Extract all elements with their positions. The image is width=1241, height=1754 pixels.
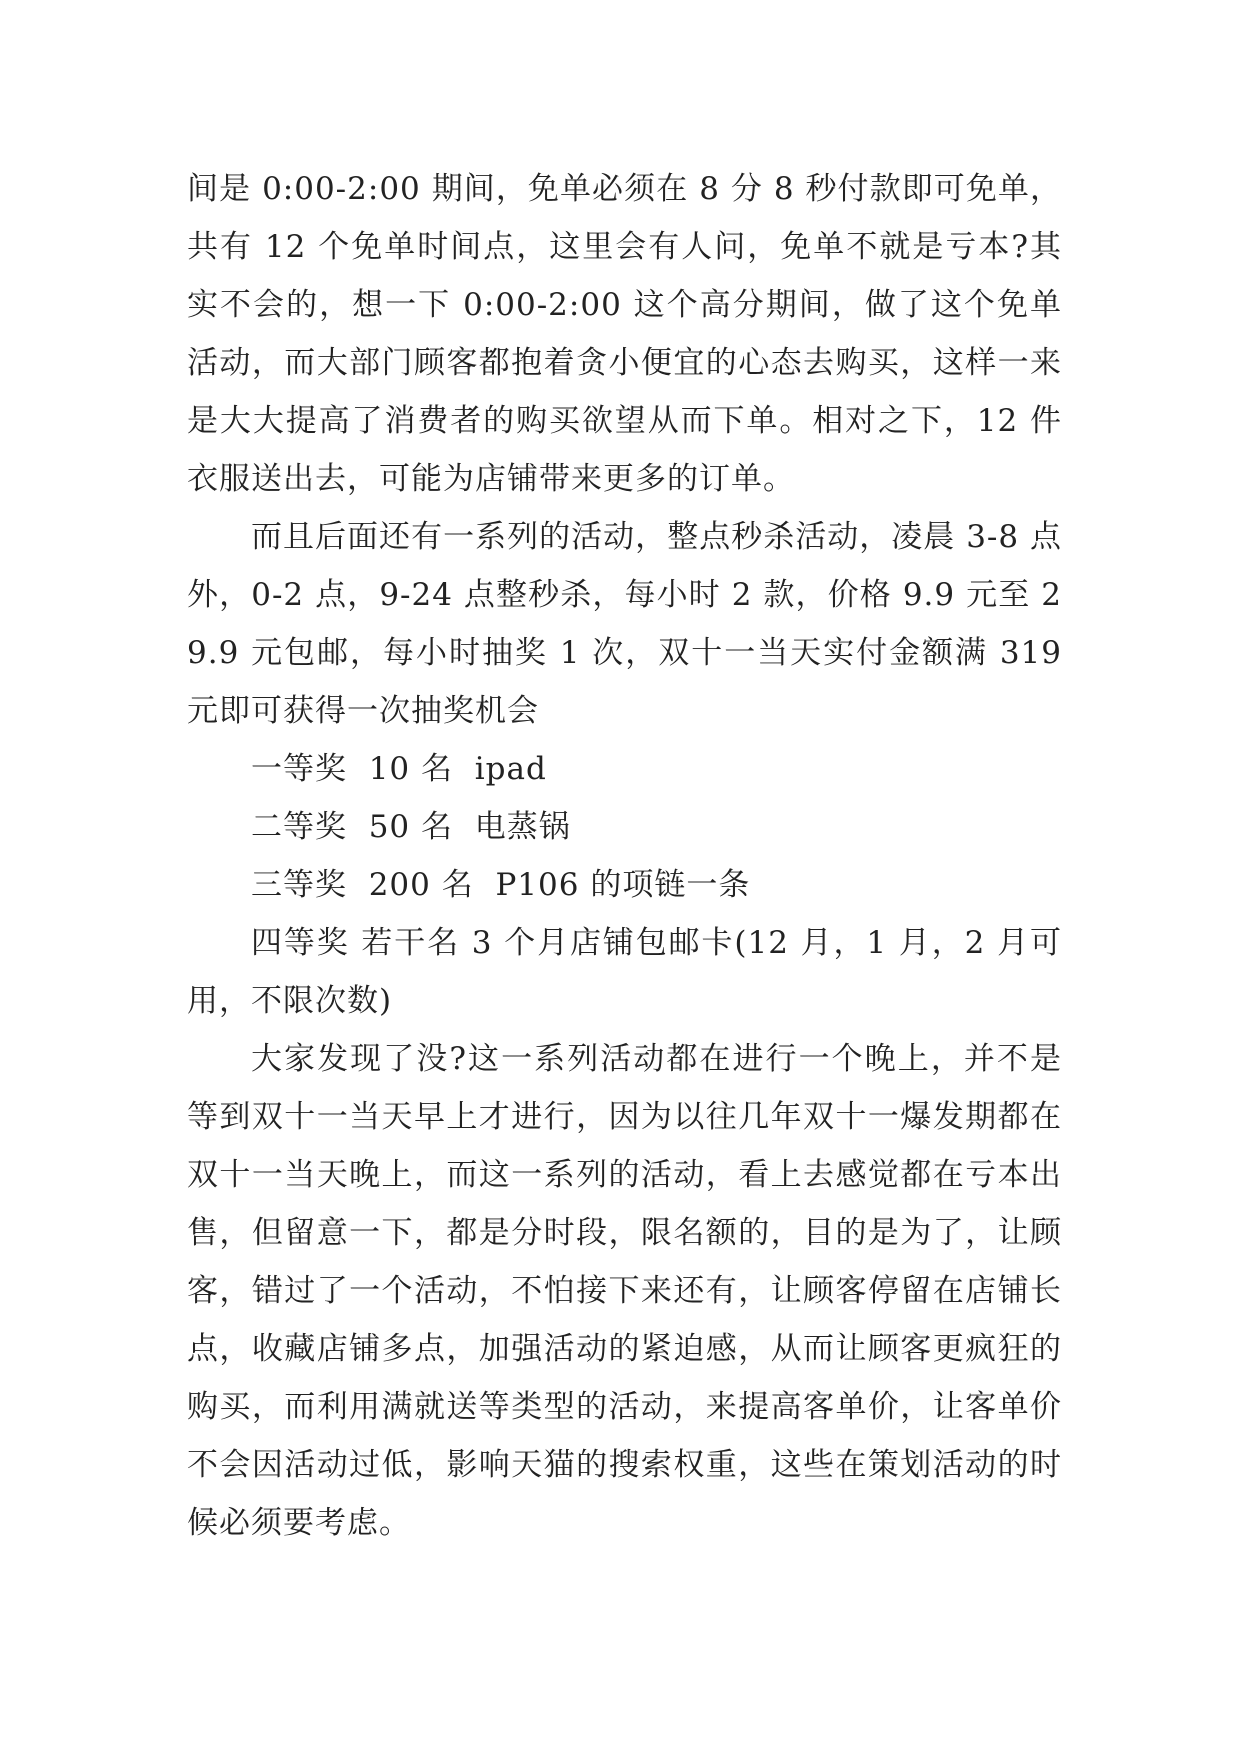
prize-second: 二等奖 50 名 电蒸锅 — [251, 809, 571, 845]
prize-third: 三等奖 200 名 P106 的项链一条 — [251, 867, 751, 903]
paragraph-flash-sale: 而且后面还有一系列的活动，整点秒杀活动，凌晨 3-8 点外，0-2 点，9-24 点整秒杀，每小时 2 款，价格 9.9 元至 29.9 元包邮，每小时抽奖 1 次，双十一当天实付金额满 319 元即可获得一次抽奖机会 — [187, 519, 1062, 729]
document-body — [187, 160, 1062, 1552]
prize-first: 一等奖 10 名 ipad — [251, 751, 547, 787]
prize-fourth: 四等奖 若干名 3 个月店铺包邮卡(12 月，1 月，2 月可用，不限次数) — [187, 925, 1062, 1019]
paragraph-free-order: 间是 0:00-2:00 期间，免单必须在 8 分 8 秒付款即可免单，共有 12 个免单时间点，这里会有人问，免单不就是亏本?其实不会的，想一下 0:00-2:00 这个高分期间，做了这个免单活动，而大部门顾客都抱着贪小便宜的心态去购买，这样一来是大大提高了消费者的购买欲望从而下单。相对之下，12 件衣服送出去，可能为店铺带来更多的订单。 — [187, 171, 1062, 497]
paragraph-closing: 大家发现了没?这一系列活动都在进行一个晚上，并不是等到双十一当天早上才进行，因为以往几年双十一爆发期都在双十一当天晚上，而这一系列的活动，看上去感觉都在亏本出售，但留意一下，都是分时段，限名额的，目的是为了，让顾客，错过了一个活动，不怕接下来还有，让顾客停留在店铺长点，收藏店铺多点，加强活动的紧迫感，从而让顾客更疯狂的购买，而利用满就送等类型的活动，来提高客单价，让客单价不会因活动过低，影响天猫的搜索权重，这些在策划活动的时候必须要考虑。 — [187, 1041, 1062, 1541]
